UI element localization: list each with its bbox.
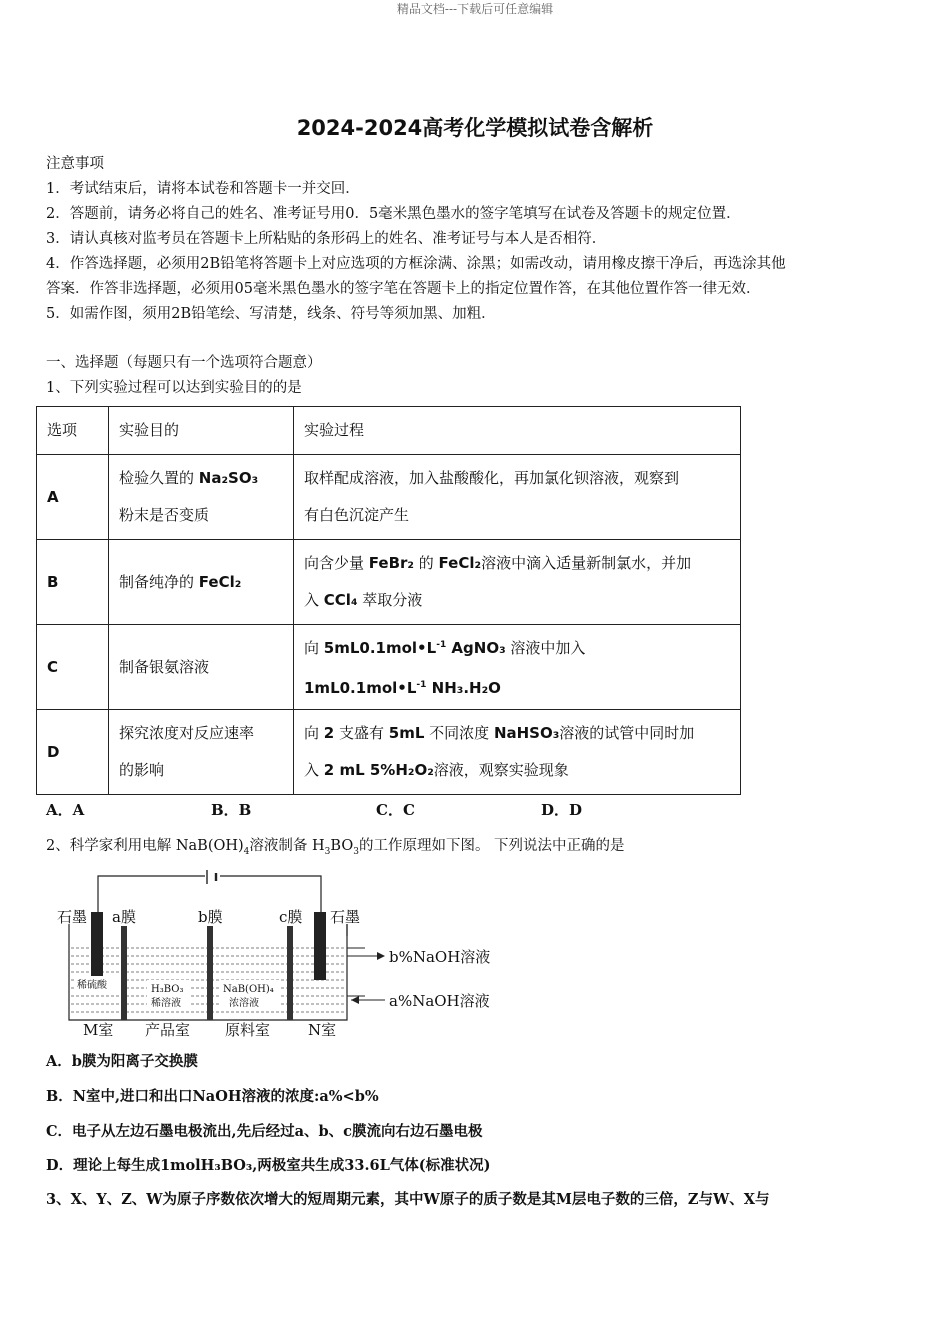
question-3-stem: 3、X、Y、Z、W为原子序数依次增大的短周期元素，其中W原子的质子数是其M层电子数的三倍，Z与W、X与 <box>46 1191 770 1208</box>
table-header-row <box>37 407 741 455</box>
choice-b: B．B <box>211 801 252 819</box>
notice-item: 1．考试结束后，请将本试卷和答题卡一并交回． <box>46 181 360 197</box>
section-heading: 一、选择题（每题只有一个选项符合题意） <box>46 355 322 371</box>
wire <box>220 876 321 912</box>
inlet-label: a%NaOH溶液 <box>389 992 490 1010</box>
question-1-table <box>36 406 741 795</box>
procedure-cell: 取样配成溶液，加入盐酸酸化，再加氯化钡溶液，观察到 有白色沉淀产生 <box>294 455 741 540</box>
option-cell: A <box>37 455 109 540</box>
raw-liquid-label: 浓溶液 <box>229 998 259 1009</box>
notice-item: 4．作答选择题，必须用2B铅笔将答题卡上对应选项的方框涂满、涂黑；如需改动，请用橡皮擦干净后，再选涂其他 <box>46 256 786 272</box>
procedure-cell: 向含少量 FeBr₂ 的 FeCl₂溶液中滴入适量新制氯水，并加 入 CCl₄ 萃取分液 <box>294 540 741 625</box>
membrane-b <box>207 926 213 1020</box>
notice-item: 2．答题前，请务必将自己的姓名、准考证号用0．5毫米黑色墨水的签字笔填写在试卷及答题卡的规定位置． <box>46 206 741 222</box>
question-1-stem: 1、下列实验过程可以达到实验目的的是 <box>46 380 302 396</box>
page-title: 2024-2024高考化学模拟试卷含解析 <box>296 116 654 140</box>
product-liquid-label: 稀溶液 <box>151 998 181 1009</box>
left-electrode-label: 石墨 <box>57 908 88 926</box>
question-2-option-c: C．电子从左边石墨电极流出,先后经过a、b、c膜流向右边石墨电极 <box>46 1123 483 1140</box>
right-electrode <box>314 912 326 980</box>
question-2-option-d: D．理论上每生成1molH₃BO₃,两极室共生成33.6L气体(标准状况) <box>46 1157 491 1174</box>
question-2-option-a: A．b膜为阳离子交换膜 <box>46 1053 198 1070</box>
page-header: 精品文档---下载后可任意编辑 <box>396 2 554 16</box>
table-row <box>37 540 741 625</box>
option-cell: C <box>37 625 109 710</box>
question-2-option-b: B．N室中,进口和出口NaOH溶液的浓度:a%<b% <box>46 1088 379 1105</box>
membrane-c-label: c膜 <box>279 908 303 926</box>
right-electrode-label: 石墨 <box>330 908 361 926</box>
procedure-cell: 向 2 支盛有 5mL 不同浓度 NaHSO₃溶液的试管中同时加 入 2 mL 5%H₂O₂溶液，观察实验现象 <box>294 710 741 795</box>
table-row <box>37 710 741 795</box>
purpose-cell: 制备纯净的 FeCl₂ <box>109 540 294 625</box>
room-m-label: M室 <box>83 1021 114 1038</box>
membrane-b-label: b膜 <box>198 908 223 926</box>
membrane-a <box>121 926 127 1020</box>
header-cell: 选项 <box>37 407 109 455</box>
outlet-label: b%NaOH溶液 <box>389 948 491 966</box>
header-cell: 实验过程 <box>294 407 741 455</box>
choice-a: A．A <box>46 801 85 819</box>
header-cell: 实验目的 <box>109 407 294 455</box>
left-electrode <box>91 912 103 980</box>
purpose-cell: 制备银氨溶液 <box>109 625 294 710</box>
room-raw-label: 原料室 <box>225 1021 271 1038</box>
notice-item: 答案．作答非选择题，必须用05毫米黑色墨水的签字笔在答题卡上的指定位置作答，在其他位置作答一律无效． <box>46 281 761 297</box>
procedure-cell: 向 $5mL0.1mol•L^{-1}$ AgNO₃ 溶液中加入 $1mL0.1mol•L^{-1}$ NH₃.H₂O <box>294 625 741 710</box>
option-cell: B <box>37 540 109 625</box>
table-row <box>37 455 741 540</box>
notice-heading: 注意事项 <box>46 156 104 172</box>
membrane-c <box>287 926 293 1020</box>
table-row <box>37 625 741 710</box>
notice-item: 3．请认真核对监考员在答题卡上所粘贴的条形码上的姓名、准考证号与本人是否相符． <box>46 231 607 247</box>
choice-c: C．C <box>376 801 415 819</box>
product-liquid-label: H₃BO₃ <box>151 984 184 995</box>
electrolysis-diagram <box>55 868 515 1038</box>
wire <box>98 876 205 912</box>
purpose-cell: 检验久置的 Na₂SO₃ 粉末是否变质 <box>109 455 294 540</box>
question-2-stem: 2、科学家利用电解 $NaB(OH)_4$溶液制备 $H_3BO_3$的工作原理如下图。 下列说法中正确的是 <box>46 838 625 857</box>
purpose-cell: 探究浓度对反应速率 的影响 <box>109 710 294 795</box>
room-product-label: 产品室 <box>145 1021 191 1038</box>
room-n-label: N室 <box>308 1021 337 1038</box>
m-liquid-label: 稀硫酸 <box>77 980 107 991</box>
choice-d: D．D <box>541 801 583 819</box>
membrane-a-label: a膜 <box>112 908 136 926</box>
option-cell: D <box>37 710 109 795</box>
question-1-choices <box>46 799 706 820</box>
raw-liquid-label: NaB(OH)₄ <box>223 984 274 995</box>
notice-item: 5．如需作图，须用2B铅笔绘、写清楚，线条、符号等须加黑、加粗． <box>46 306 496 322</box>
